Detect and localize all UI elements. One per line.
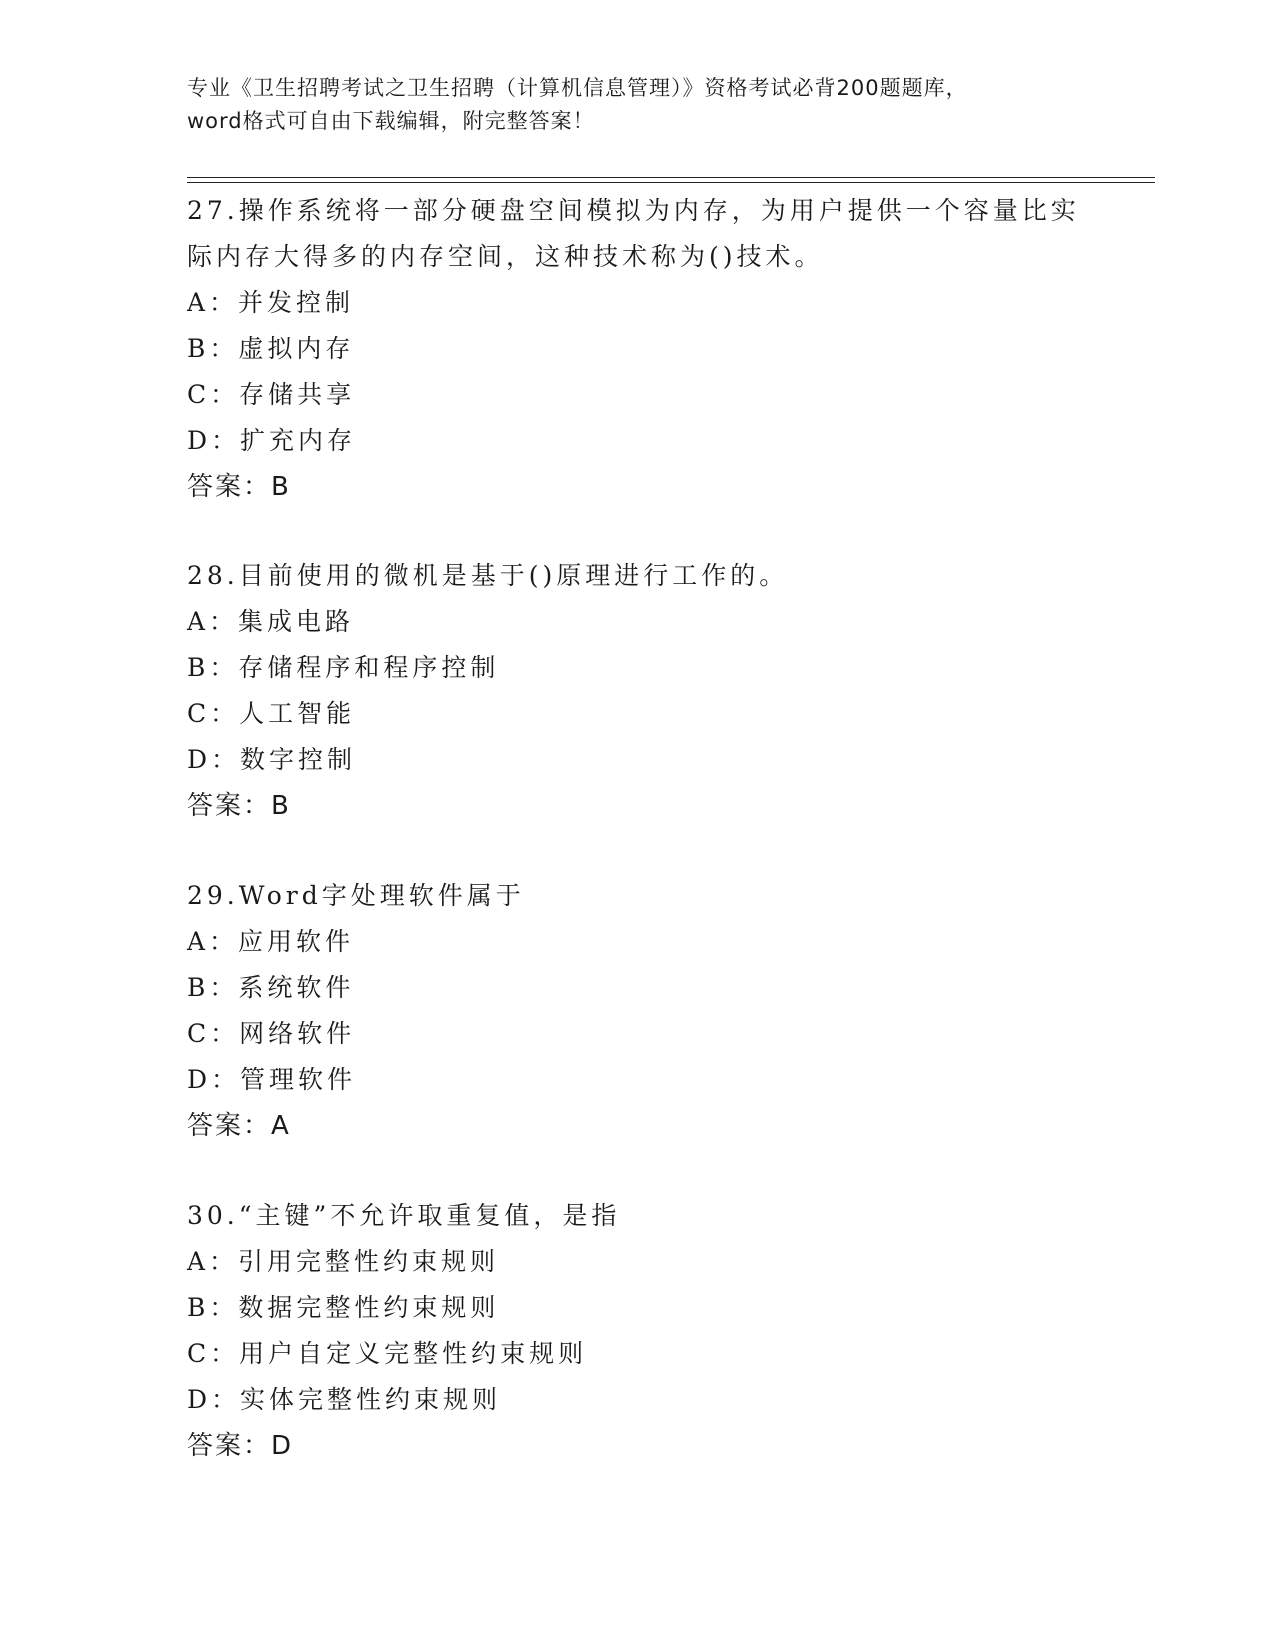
answer: 答案：B (187, 791, 291, 821)
question-stem-line: 28.目前使用的微机是基于()原理进行工作的。 (187, 561, 789, 590)
document-header (187, 72, 1087, 138)
question-stem-line: 27.操作系统将一部分硬盘空间模拟为内存，为用户提供一个容量比实 (187, 196, 1080, 225)
question-stem-line: 29.Word字处理软件属于 (187, 881, 525, 910)
question-30 (187, 1193, 1087, 1469)
option-d: D：实体完整性约束规则 (187, 1385, 502, 1414)
option-a: A：引用完整性约束规则 (187, 1247, 500, 1276)
question-stem (187, 188, 1087, 280)
header-line-1: 专业《卫生招聘考试之卫生招聘（计算机信息管理）》资格考试必背200题题库， (187, 76, 968, 100)
option-a: A：并发控制 (187, 288, 355, 317)
option-b: B：存储程序和程序控制 (187, 653, 500, 682)
question-stem (187, 1193, 1087, 1239)
option-d: D：扩充内存 (187, 426, 357, 455)
option-b: B：系统软件 (187, 973, 355, 1002)
question-27 (187, 188, 1087, 510)
option-a: A：应用软件 (187, 927, 355, 956)
option-b: B：虚拟内存 (187, 334, 355, 363)
option-d: D：数字控制 (187, 745, 357, 774)
option-d: D：管理软件 (187, 1065, 357, 1094)
question-stem-line: 30.“主键”不允许取重复值，是指 (187, 1201, 621, 1230)
answer: 答案：A (187, 1111, 291, 1141)
option-c: C：人工智能 (187, 699, 356, 728)
question-29 (187, 873, 1087, 1149)
option-c: C：存储共享 (187, 380, 356, 409)
header-divider-bottom (187, 182, 1155, 183)
header-divider-top (187, 177, 1155, 178)
question-stem (187, 553, 1087, 599)
question-28 (187, 553, 1087, 829)
header-line-2: word格式可自由下载编辑，附完整答案！ (187, 109, 595, 133)
answer: 答案：B (187, 472, 291, 502)
option-c: C：网络软件 (187, 1019, 356, 1048)
option-a: A：集成电路 (187, 607, 355, 636)
question-stem-line: 际内存大得多的内存空间，这种技术称为()技术。 (187, 242, 824, 271)
question-stem (187, 873, 1087, 919)
answer: 答案：D (187, 1431, 294, 1461)
option-c: C：用户自定义完整性约束规则 (187, 1339, 588, 1368)
option-b: B：数据完整性约束规则 (187, 1293, 500, 1322)
